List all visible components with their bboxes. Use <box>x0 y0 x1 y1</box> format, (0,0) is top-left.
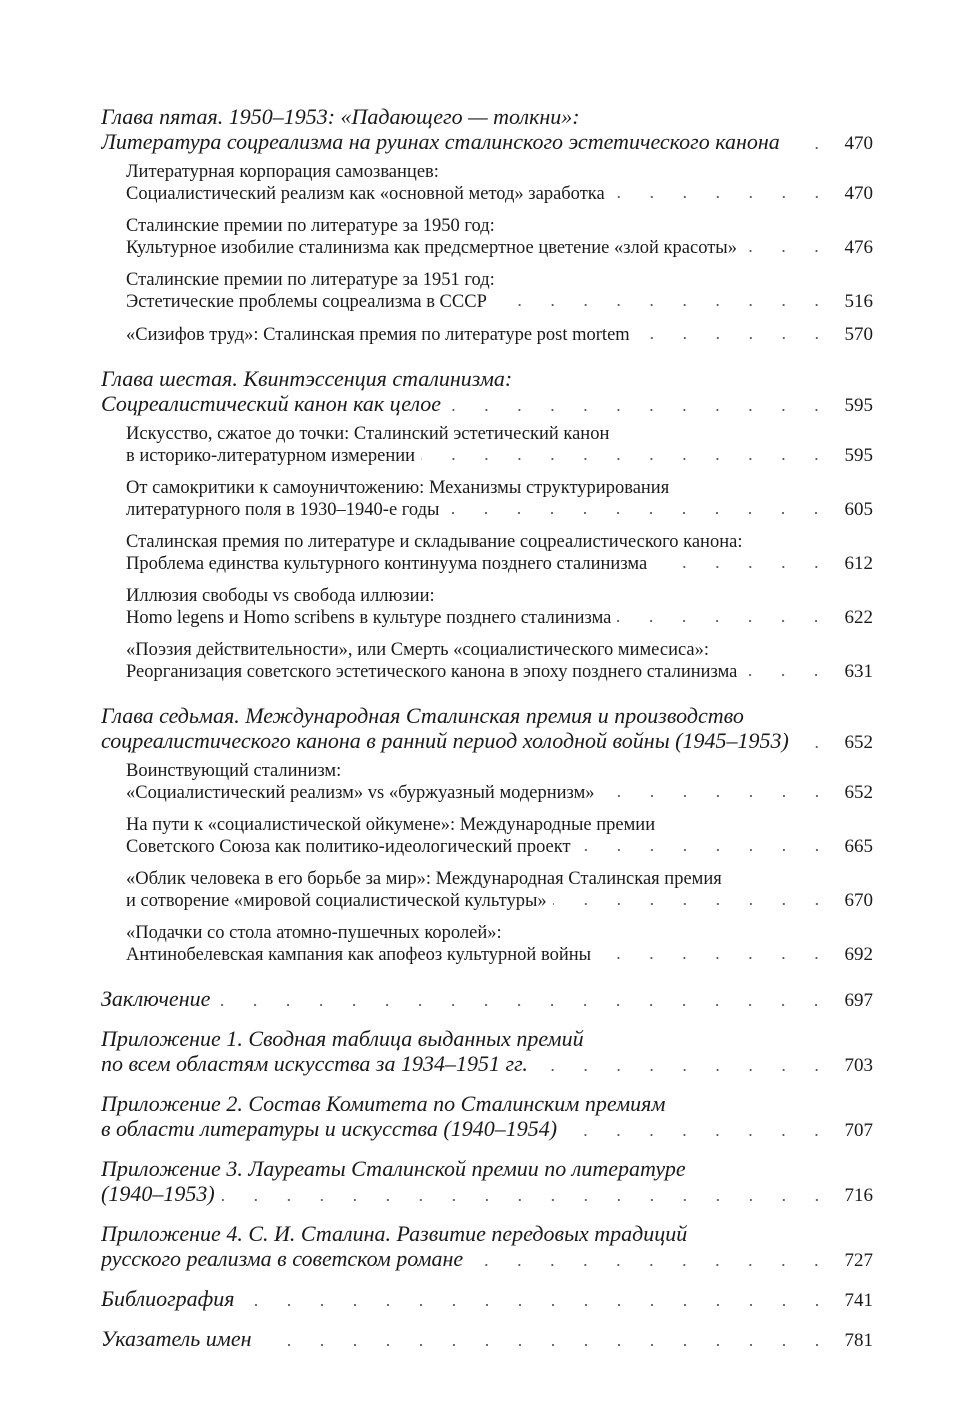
entry-line <box>101 703 873 728</box>
toc-section-entry[interactable] <box>101 216 873 259</box>
entry-title-text: Иллюзия свободы vs свобода иллюзии: <box>126 586 435 606</box>
toc-chapter-entry[interactable] <box>101 1156 873 1208</box>
page-number: 516 <box>844 291 873 312</box>
dot-leader <box>636 336 833 340</box>
toc-chapter-entry[interactable] <box>101 986 873 1013</box>
page-number: 570 <box>844 324 873 345</box>
page-number: 703 <box>844 1055 873 1076</box>
entry-title-text: «Подачки со стола атомно-пушечных королей»: <box>126 923 502 943</box>
toc-section-entry[interactable] <box>101 478 873 521</box>
toc-section-entry[interactable] <box>101 324 873 346</box>
page-number: 470 <box>844 133 873 154</box>
entry-line <box>126 270 873 291</box>
dot-leader <box>601 794 833 798</box>
entry-line <box>126 324 873 346</box>
entry-title-text: Литература соцреализма на руинах сталинского эстетического канона <box>101 129 780 154</box>
entry-line <box>126 216 873 237</box>
entry-title-text: и сотворение «мировой социалистической культуры» <box>126 891 547 911</box>
entry-title-text: На пути к «социалистической ойкумене»: Международные премии <box>126 815 656 835</box>
entry-line <box>126 424 873 445</box>
entry-title-text: Указатель имен <box>101 1326 252 1351</box>
dot-leader <box>493 303 833 307</box>
entry-title-text: Приложение 1. Сводная таблица выданных премий <box>101 1026 584 1051</box>
toc-section-entry[interactable] <box>101 270 873 313</box>
dot-leader <box>241 1303 833 1307</box>
entry-title-text: От самокритики к самоуничтожению: Механизмы структурирования <box>126 478 670 498</box>
toc-section-entry[interactable] <box>101 869 873 912</box>
dot-leader <box>258 1343 833 1347</box>
entry-title-text: «Облик человека в его борьбе за мир»: Международная Сталинская премия <box>126 869 722 889</box>
dot-leader <box>421 457 833 461</box>
toc-chapter-entry[interactable] <box>101 366 873 418</box>
entry-line <box>126 661 873 683</box>
entry-line <box>101 1051 873 1078</box>
dot-leader <box>216 1003 833 1007</box>
entry-title-text: «Социалистический реализм» vs «буржуазный модернизм» <box>126 783 595 803</box>
page-number: 652 <box>844 782 873 803</box>
page-number: 470 <box>844 183 873 204</box>
page-number: 781 <box>844 1330 873 1351</box>
page-number: 670 <box>844 890 873 911</box>
entry-line <box>126 237 873 259</box>
dot-leader <box>743 673 833 677</box>
entry-title-text: Сталинские премии по литературе за 1951 год: <box>126 270 495 290</box>
dot-leader <box>653 565 833 569</box>
entry-line <box>101 1181 873 1208</box>
entry-title-text: Приложение 4. С. И. Сталина. Развитие передовых традиций <box>101 1221 688 1246</box>
entry-title-text: соцреалистического канона в ранний период холодной войны (1945–1953) <box>101 728 789 753</box>
toc-chapter-entry[interactable] <box>101 1091 873 1143</box>
entry-line <box>101 391 873 418</box>
entry-line <box>126 607 873 629</box>
page-number: 631 <box>844 661 873 682</box>
entry-title-text: Реорганизация советского эстетического канона в эпоху позднего сталинизма <box>126 662 738 682</box>
entry-line <box>101 1286 873 1313</box>
dot-leader <box>469 1263 833 1267</box>
entry-line <box>126 761 873 782</box>
entry-line <box>101 1326 873 1353</box>
entry-line <box>126 923 873 944</box>
entry-title-text: Сталинская премия по литературе и складывание соцреалистического канона: <box>126 532 743 552</box>
entry-line <box>126 586 873 607</box>
entry-title-text: Искусство, сжатое до точки: Сталинский эстетический канон <box>126 424 610 444</box>
toc-chapter-entry[interactable] <box>101 1286 873 1313</box>
entry-line <box>101 1221 873 1246</box>
dot-leader <box>597 956 833 960</box>
entry-line <box>126 890 873 912</box>
page-number: 697 <box>844 990 873 1011</box>
dot-leader <box>611 195 833 199</box>
entry-line <box>126 183 873 205</box>
entry-line <box>101 986 873 1013</box>
entry-line <box>126 782 873 804</box>
page-number: 622 <box>844 607 873 628</box>
toc-section-entry[interactable] <box>101 532 873 575</box>
toc-section-entry[interactable] <box>101 424 873 467</box>
entry-title-text: (1940–1953) <box>101 1181 215 1206</box>
dot-leader <box>743 249 833 253</box>
entry-title-text: Глава пятая. 1950–1953: «Падающего — толкни»: <box>101 104 580 129</box>
entry-line <box>126 944 873 966</box>
dot-leader <box>445 511 833 515</box>
entry-line <box>126 499 873 521</box>
entry-title-text: Приложение 2. Состав Комитета по Сталинским премиям <box>101 1091 666 1116</box>
dot-leader <box>221 1198 833 1202</box>
toc-section-entry[interactable] <box>101 162 873 205</box>
entry-line <box>126 445 873 467</box>
page-number: 741 <box>844 1290 873 1311</box>
entry-line <box>126 553 873 575</box>
toc-chapter-entry[interactable] <box>101 1326 873 1353</box>
dot-leader <box>617 619 833 623</box>
entry-line <box>126 162 873 183</box>
entry-title-text: по всем областям искусства за 1934–1951 гг. <box>101 1051 528 1076</box>
entry-title-text: Социалистический реализм как «основной метод» заработка <box>126 184 605 204</box>
entry-line <box>101 1116 873 1143</box>
entry-line <box>126 869 873 890</box>
page-number: 665 <box>844 836 873 857</box>
entry-title-text: Глава шестая. Квинтэссенция сталинизма: <box>101 366 513 391</box>
dot-leader <box>534 1068 833 1072</box>
entry-title-text: в историко-литературном измерении <box>126 446 416 466</box>
entry-title-text: Библиография <box>101 1286 235 1311</box>
toc-section-entry[interactable] <box>101 586 873 629</box>
page-number: 716 <box>844 1185 873 1206</box>
toc-chapter-entry[interactable] <box>101 104 873 156</box>
dot-leader <box>553 902 833 906</box>
toc-chapter-entry[interactable] <box>101 703 873 755</box>
entry-line <box>126 815 873 836</box>
entry-line <box>126 478 873 499</box>
toc-section-entry[interactable] <box>101 640 873 683</box>
entry-title-text: Приложение 3. Лауреаты Сталинской премии по литературе <box>101 1156 686 1181</box>
entry-line <box>101 104 873 129</box>
page-number: 612 <box>844 553 873 574</box>
entry-line <box>101 366 873 391</box>
entry-title-text: Эстетические проблемы соцреализма в СССР <box>126 292 487 312</box>
entry-title-text: русского реализма в советском романе <box>101 1246 464 1271</box>
entry-line <box>101 129 873 156</box>
entry-title-text: Проблема единства культурного континуума позднего сталинизма <box>126 554 648 574</box>
toc-chapter-entry[interactable] <box>101 1221 873 1273</box>
entry-line <box>101 728 873 755</box>
toc-section-entry[interactable] <box>101 923 873 966</box>
entry-title-text: «Поэзия действительности», или Смерть «социалистического мимесиса»: <box>126 640 710 660</box>
page-number: 707 <box>844 1120 873 1141</box>
page-number: 595 <box>844 395 873 416</box>
entry-line <box>126 291 873 313</box>
page-number: 727 <box>844 1250 873 1271</box>
entry-title-text: Homo legens и Homo scribens в культуре позднего сталинизма <box>126 608 612 628</box>
entry-title-text: Советского Союза как политико-идеологический проект <box>126 837 571 857</box>
dot-leader <box>563 1133 833 1137</box>
entry-title-text: Культурное изобилие сталинизма как предсмертное цветение «злой красоты» <box>126 238 737 258</box>
table-of-contents <box>101 104 873 1353</box>
entry-title-text: Заключение <box>101 986 211 1011</box>
entry-line <box>101 1156 873 1181</box>
entry-title-text: Воинствующий сталинизм: <box>126 761 342 781</box>
page-number: 605 <box>844 499 873 520</box>
page-number: 692 <box>844 944 873 965</box>
entry-title-text: в области литературы и искусства (1940–1954) <box>101 1116 558 1141</box>
entry-title-text: литературного поля в 1930–1940-е годы <box>126 500 440 520</box>
entry-title-text: Соцреалистический канон как целое <box>101 391 442 416</box>
dot-leader <box>577 848 833 852</box>
entry-title-text: Антинобелевская кампания как апофеоз культурной войны <box>126 945 592 965</box>
toc-section-entry[interactable] <box>101 761 873 804</box>
page-number: 595 <box>844 445 873 466</box>
dot-leader <box>786 146 833 150</box>
dot-leader <box>795 745 833 749</box>
entry-title-text: Глава седьмая. Международная Сталинская премия и производство <box>101 703 744 728</box>
entry-title-text: Литературная корпорация самозванцев: <box>126 162 439 182</box>
page-number: 476 <box>844 237 873 258</box>
entry-line <box>126 640 873 661</box>
entry-line <box>101 1246 873 1273</box>
entry-title-text: Сталинские премии по литературе за 1950 год: <box>126 216 495 236</box>
toc-chapter-entry[interactable] <box>101 1026 873 1078</box>
entry-line <box>126 836 873 858</box>
dot-leader <box>447 408 833 412</box>
entry-title-text: «Сизифов труд»: Сталинская премия по литературе post mortem <box>126 325 630 345</box>
entry-line <box>101 1091 873 1116</box>
entry-line <box>126 532 873 553</box>
toc-section-entry[interactable] <box>101 815 873 858</box>
page-number: 652 <box>844 732 873 753</box>
entry-line <box>101 1026 873 1051</box>
